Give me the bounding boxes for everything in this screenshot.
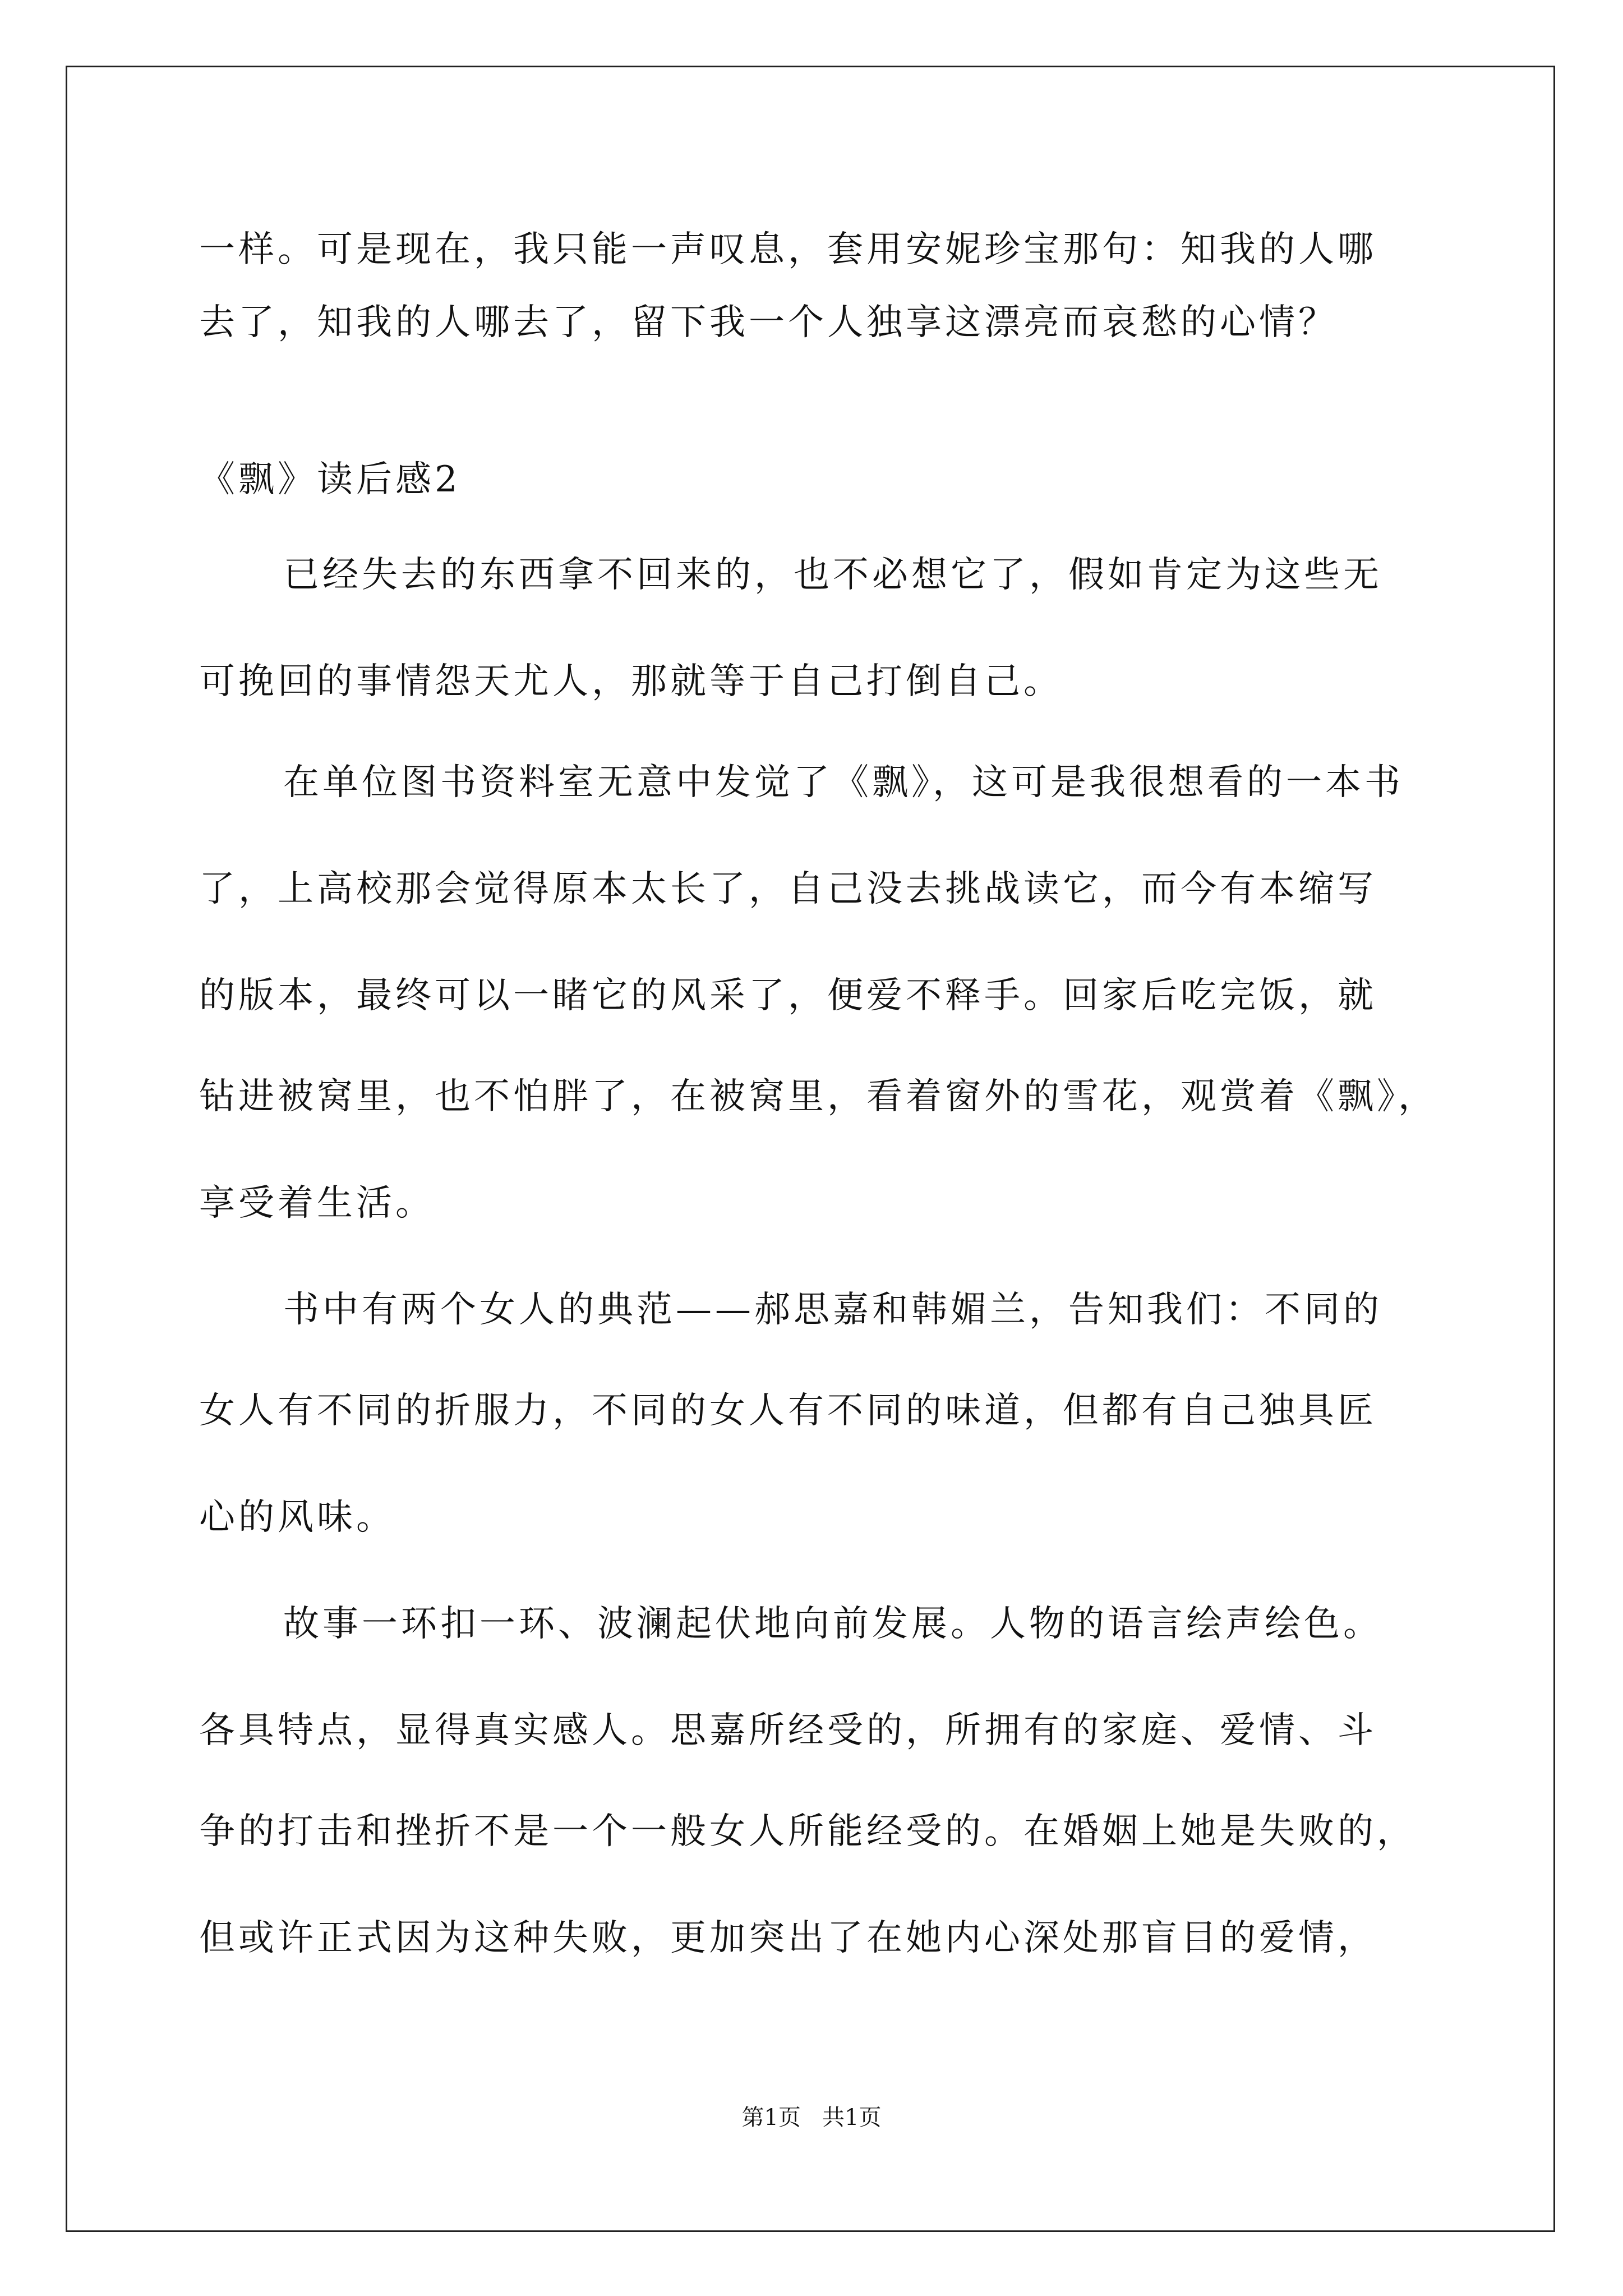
- text-line: 心的风味。: [199, 1497, 395, 1538]
- text-line: 钻进被窝里，也不怕胖了，在被窝里，看着窗外的雪花，观赏着《飘》，: [199, 1076, 1437, 1117]
- text-line: 的版本，最终可以一睹它的风采了，便爱不释手。回家后吃完饭，就: [199, 975, 1377, 1016]
- section-heading: 《飘》读后感2: [199, 459, 461, 500]
- text-line: 女人有不同的折服力，不同的女人有不同的味道，但都有自己独具匠: [199, 1390, 1377, 1432]
- text-line: 书中有两个女人的典范——郝思嘉和韩媚兰，告知我们：不同的: [283, 1289, 1382, 1331]
- page-border: [66, 66, 1555, 2232]
- text-line: 但或许正式因为这种失败，更加突出了在她内心深处那盲目的爱情，: [199, 1917, 1377, 1959]
- text-line: 各具特点，显得真实感人。思嘉所经受的，所拥有的家庭、爱情、斗: [199, 1710, 1377, 1751]
- page-footer: 第1页 共1页: [741, 2105, 882, 2131]
- text-line: 去了，知我的人哪去了，留下我一个人独享这漂亮而哀愁的心情？: [199, 302, 1338, 343]
- text-line: 享受着生活。: [199, 1182, 435, 1224]
- text-line: 可挽回的事情怨天尤人，那就等于自己打倒自己。: [199, 661, 1063, 702]
- text-line: 一样。可是现在，我只能一声叹息，套用安妮珍宝那句：知我的人哪: [199, 229, 1377, 270]
- text-line: 了，上高校那会觉得原本太长了，自己没去挑战读它，而今有本缩写: [199, 868, 1377, 910]
- text-line: 在单位图书资料室无意中发觉了《飘》，这可是我很想看的一本书: [283, 762, 1404, 803]
- text-line: 争的打击和挫折不是一个一般女人所能经受的。在婚姻上她是失败的，: [199, 1811, 1416, 1852]
- text-line: 已经失去的东西拿不回来的，也不必想它了，假如肯定为这些无: [283, 554, 1382, 596]
- text-line: 故事一环扣一环、波澜起伏地向前发展。人物的语言绘声绘色。: [283, 1603, 1382, 1645]
